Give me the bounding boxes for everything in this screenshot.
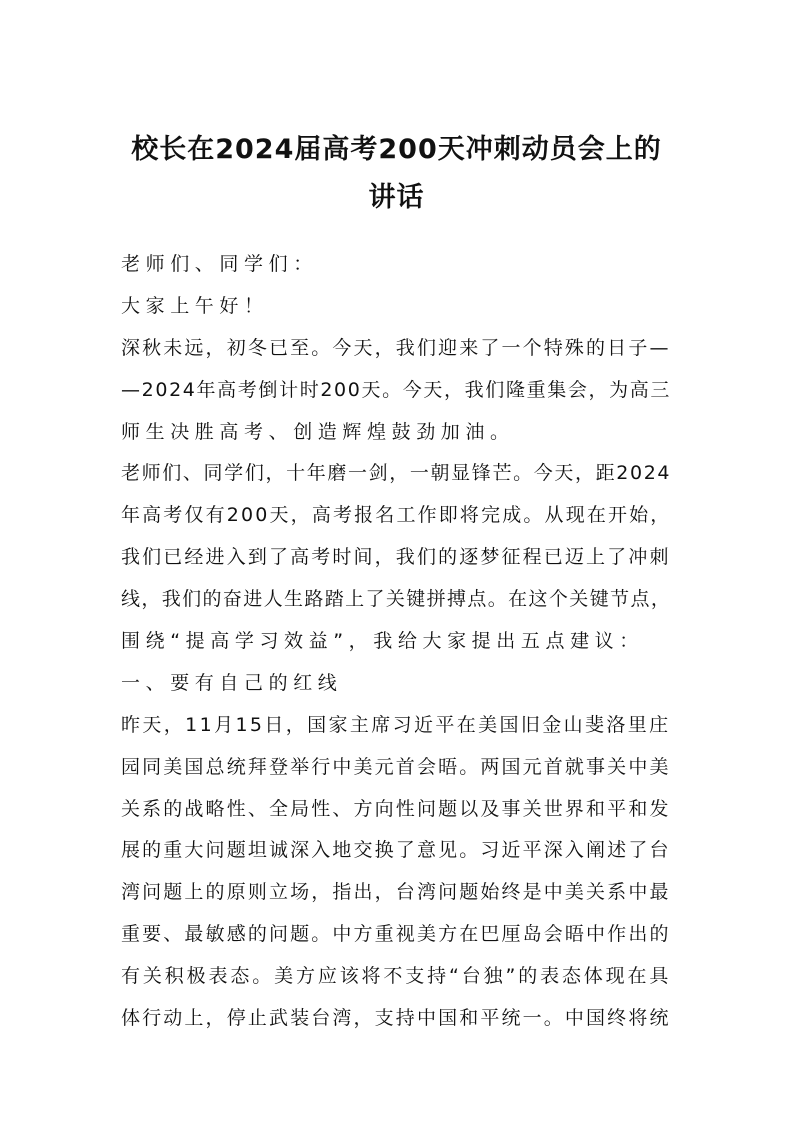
body-text-line: 师生决胜高考、创造辉煌鼓劲加油。 bbox=[121, 420, 515, 443]
body-text-line: 老师们、同学们，十年磨一剑，一朝显锋芒。今天，距2024 bbox=[121, 462, 672, 485]
body-text-line: 大家上午好！ bbox=[121, 294, 269, 317]
body-text-line: 一、要有自己的红线 bbox=[121, 671, 343, 694]
body-text-line: 体行动上，停止武装台湾，支持中国和平统一。中国终将统 bbox=[121, 1007, 671, 1030]
body-text-line: 我们已经进入到了高考时间，我们的逐梦征程已迈上了冲刺 bbox=[121, 546, 671, 569]
body-text-line: 围绕“提高学习效益”，我给大家提出五点建议： bbox=[121, 630, 644, 653]
document-title-line-2: 讲话 bbox=[368, 182, 425, 213]
body-text-line: 关系的战略性、全局性、方向性问题以及事关世界和平和发 bbox=[121, 797, 671, 820]
body-text-line: 老师们、同学们： bbox=[121, 253, 318, 275]
body-text-line: 重要、最敏感的问题。中方重视美方在巴厘岛会晤中作出的 bbox=[121, 923, 671, 946]
document-body bbox=[121, 251, 681, 1047]
body-text-line: 有关积极表态。美方应该将不支持“台独”的表态体现在具 bbox=[121, 965, 672, 988]
body-text-line: 线，我们的奋进人生路踏上了关键拼搏点。在这个关键节点， bbox=[121, 588, 672, 611]
body-text-line: 展的重大问题坦诚深入地交换了意见。习近平深入阐述了台 bbox=[121, 839, 671, 862]
document-title-line-1: 校长在2024届高考200天冲刺动员会上的 bbox=[131, 134, 662, 165]
body-text-line: 园同美国总统拜登举行中美元首会晤。两国元首就事关中美 bbox=[121, 755, 671, 778]
body-text-line: 湾问题上的原则立场，指出，台湾问题始终是中美关系中最 bbox=[121, 881, 671, 904]
body-text-line: 年高考仅有200天，高考报名工作即将完成。从现在开始， bbox=[121, 504, 672, 527]
body-text-line: 昨天，11月15日，国家主席习近平在美国旧金山斐洛里庄 bbox=[121, 713, 671, 736]
body-text-line: —2024年高考倒计时200天。今天，我们隆重集会，为高三 bbox=[121, 378, 672, 401]
body-text-line: 深秋未远，初冬已至。今天，我们迎来了一个特殊的日子— bbox=[121, 336, 671, 359]
